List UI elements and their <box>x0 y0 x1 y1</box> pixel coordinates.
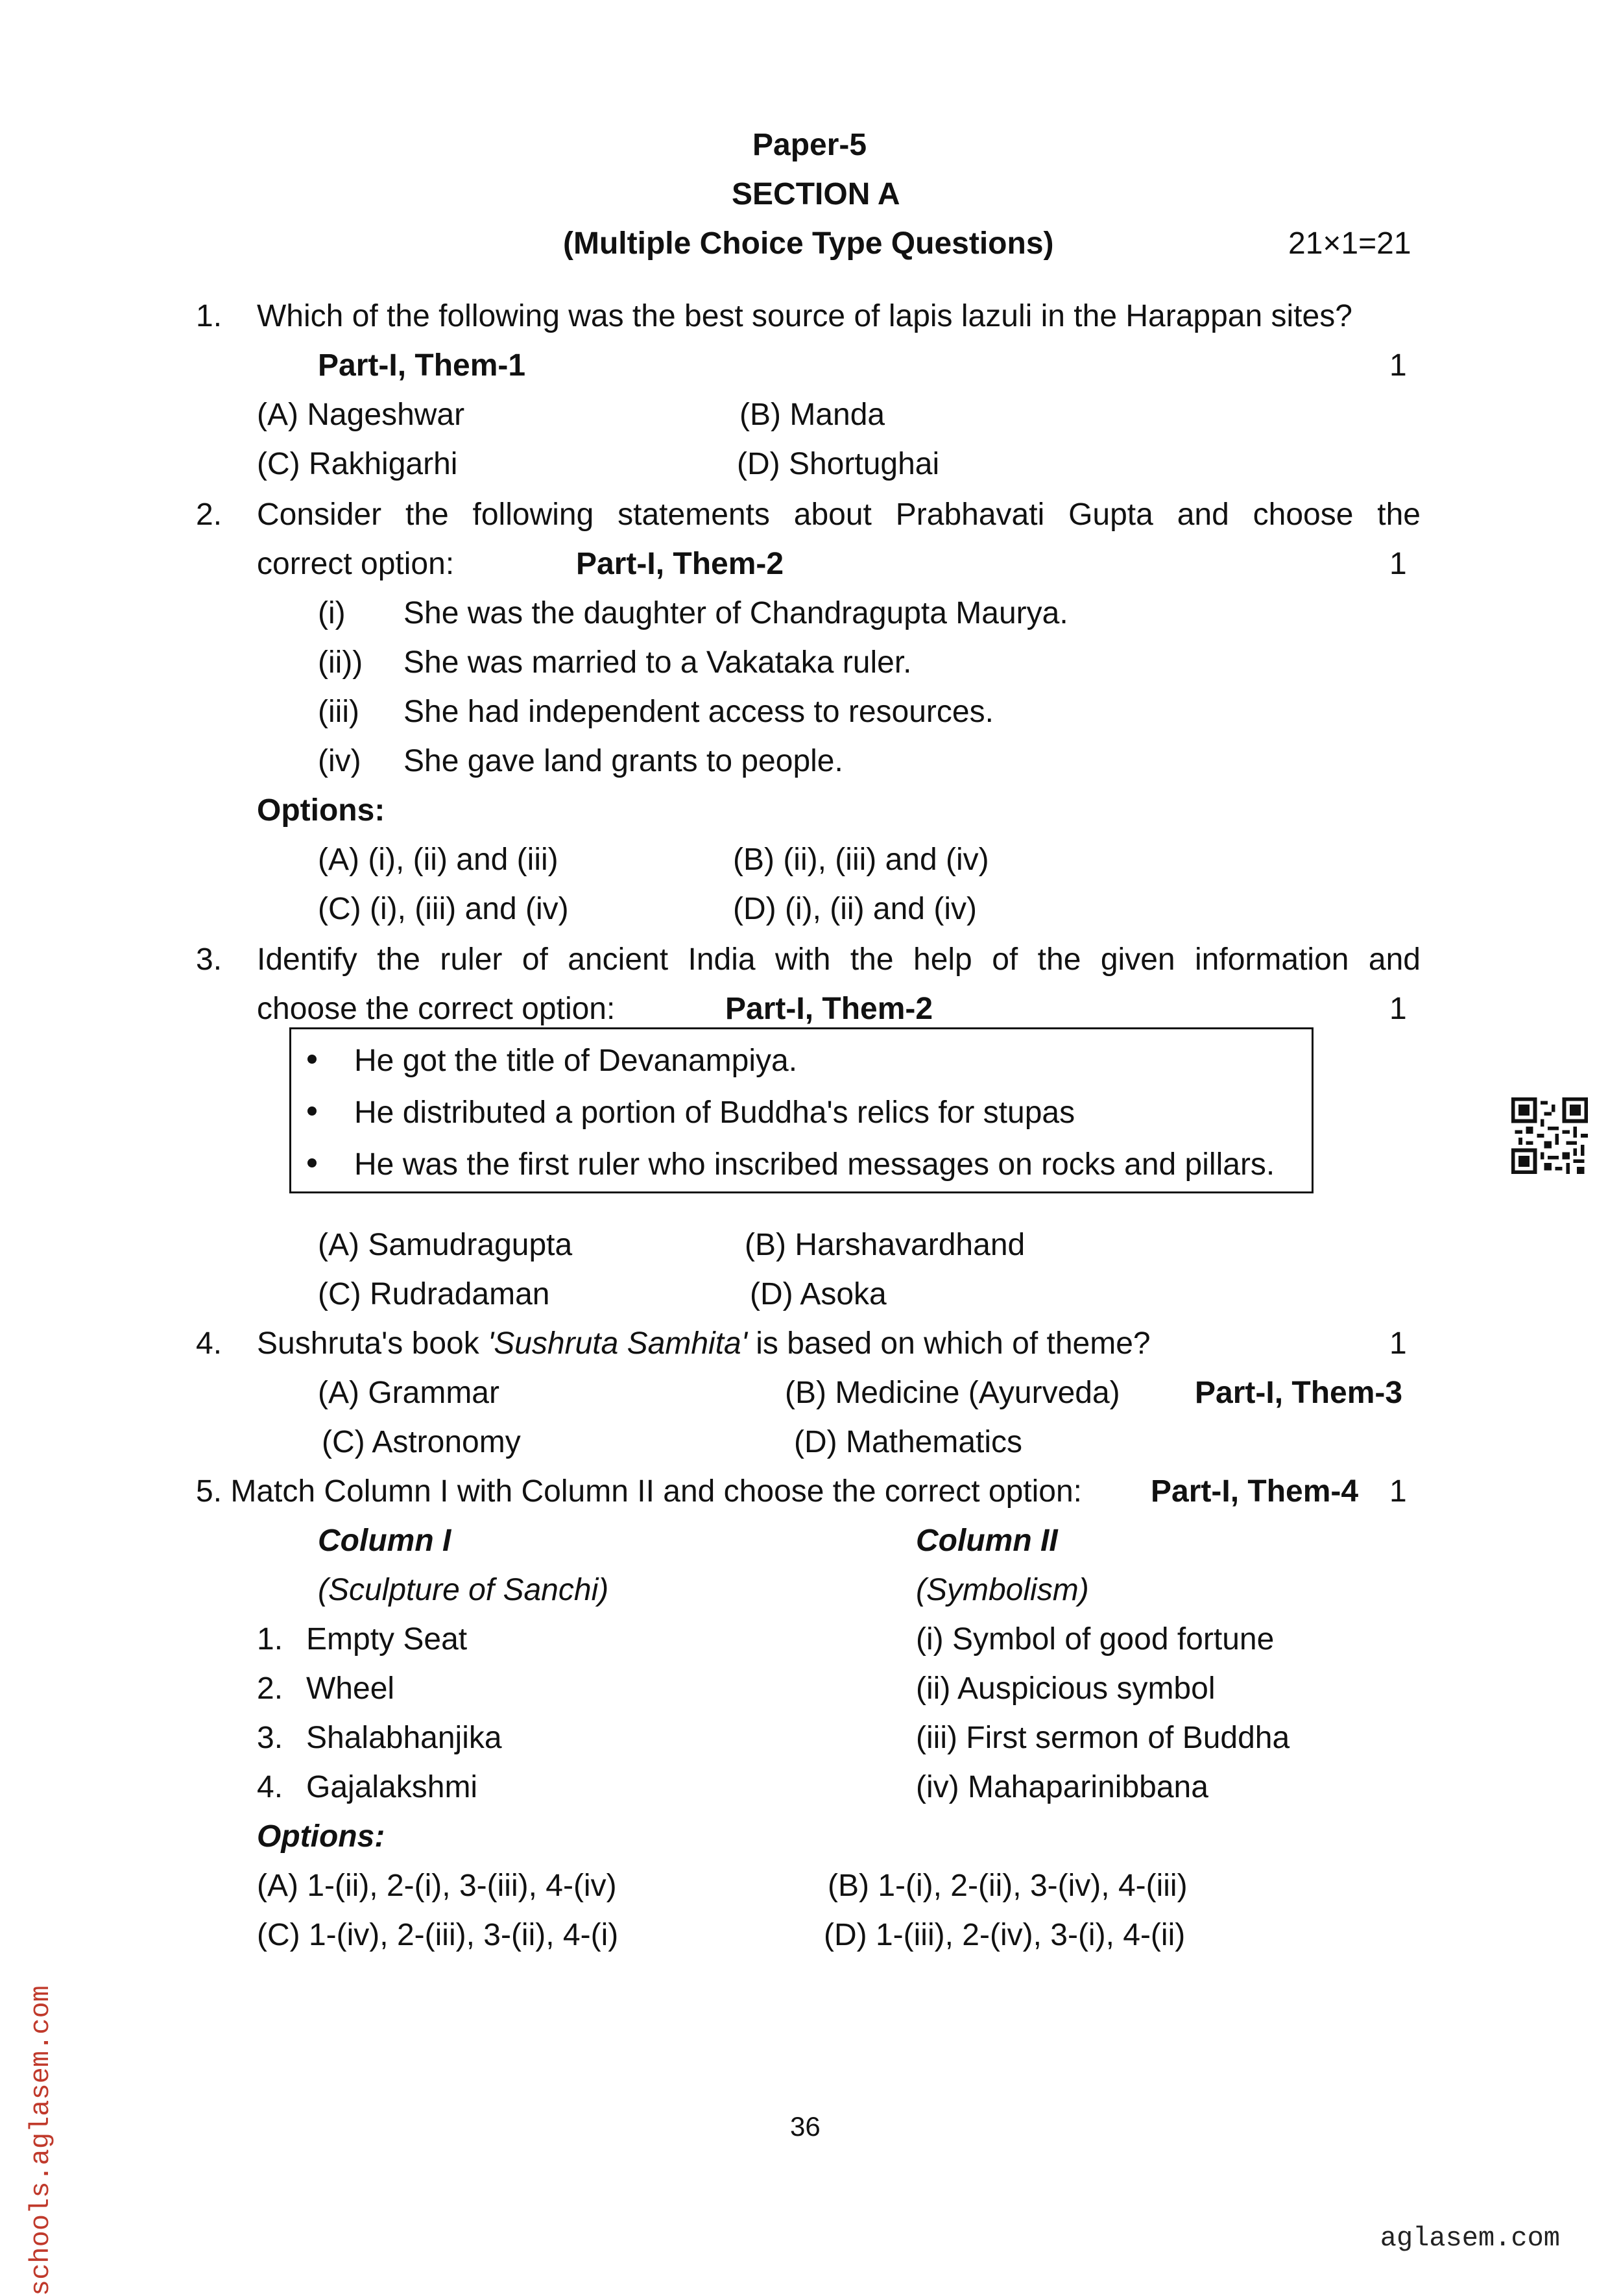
side-watermark: schools.aglasem.com <box>25 1985 56 2296</box>
q2-option-b: (B) (ii), (iii) and (iv) <box>733 843 989 877</box>
q5-col1-item: Empty Seat <box>306 1622 468 1656</box>
q5-col2-heading: Column II <box>916 1524 1058 1558</box>
q3-option-a: (A) Samudragupta <box>318 1228 573 1262</box>
q4-number: 4. <box>196 1326 222 1361</box>
q2-statement-number: (ii)) <box>318 645 363 680</box>
q4-option-d: (D) Mathematics <box>794 1425 1023 1459</box>
q1-number: 1. <box>196 299 222 333</box>
section-marks: 21×1=21 <box>1288 226 1411 261</box>
q5-col1-subheading: (Sculpture of Sanchi) <box>318 1573 609 1607</box>
q4-option-b: (B) Medicine (Ayurveda) <box>785 1376 1120 1410</box>
q5-tag: Part-I, Them-4 <box>1151 1474 1359 1509</box>
q5-col1-number: 4. <box>257 1770 283 1804</box>
paper-title: Paper-5 <box>752 128 867 162</box>
q3-option-d: (D) Asoka <box>750 1277 887 1311</box>
q5-col1-item: Gajalakshmi <box>306 1770 478 1804</box>
q3-bullet-text: He was the first ruler who inscribed messages on rocks and pillars. <box>354 1147 1275 1182</box>
q5-option-d: (D) 1-(iii), 2-(iv), 3-(i), 4-(ii) <box>824 1918 1186 1952</box>
q5-options-label: Options: <box>257 1819 385 1854</box>
q4-text <box>257 1328 1151 1359</box>
q2-mark: 1 <box>1389 547 1407 581</box>
q1-tag: Part-I, Them-1 <box>318 348 526 383</box>
q3-bullet-text: He got the title of Devanampiya. <box>354 1044 798 1078</box>
q4-book-title: 'Sushruta Samhita' <box>488 1326 747 1361</box>
q1-option-b: (B) Manda <box>739 398 885 432</box>
q2-statement-number: (i) <box>318 596 346 630</box>
q1-option-d: (D) Shortughai <box>737 447 940 481</box>
section-title: SECTION A <box>732 177 900 211</box>
q2-text-line2: correct option: <box>257 547 455 581</box>
q2-statement-text: She had independent access to resources. <box>403 695 994 729</box>
q3-text-line2: choose the correct option: <box>257 992 616 1026</box>
q5-col2-item: (i) Symbol of good fortune <box>916 1622 1275 1656</box>
q3-bullet-text: He distributed a portion of Buddha's relics for stupas <box>354 1095 1075 1130</box>
q4-tag: Part-I, Them-3 <box>1195 1376 1403 1410</box>
q5-col1-number: 1. <box>257 1622 283 1656</box>
bullet-icon <box>307 1106 317 1116</box>
q2-statement-text: She was married to a Vakataka ruler. <box>403 645 912 680</box>
q2-option-a: (A) (i), (ii) and (iii) <box>318 843 558 877</box>
q2-statement-text: She was the daughter of Chandragupta Maurya. <box>403 596 1068 630</box>
q4-mark: 1 <box>1389 1326 1407 1361</box>
q4-option-c: (C) Astronomy <box>322 1425 521 1459</box>
q2-option-c: (C) (i), (iii) and (iv) <box>318 892 569 926</box>
q1-mark: 1 <box>1389 348 1407 383</box>
page-number: 36 <box>790 2111 821 2142</box>
q2-options-label: Options: <box>257 793 385 828</box>
q5-col2-subheading: (Symbolism) <box>916 1573 1089 1607</box>
q3-text-line1: Identify the ruler of ancient India with the help of the given information and <box>257 942 1421 977</box>
q2-statement-text: She gave land grants to people. <box>403 744 843 778</box>
q5-col1-item: Shalabhanjika <box>306 1721 502 1755</box>
q4-text-pre: Sushruta's book <box>257 1326 488 1361</box>
q3-tag: Part-I, Them-2 <box>725 992 933 1026</box>
q5-option-a: (A) 1-(ii), 2-(i), 3-(iii), 4-(iv) <box>257 1869 617 1903</box>
q5-text: 5. Match Column I with Column II and choose the correct option: <box>196 1474 1083 1509</box>
q5-option-b: (B) 1-(i), 2-(ii), 3-(iv), 4-(iii) <box>828 1869 1188 1903</box>
q4-option-a: (A) Grammar <box>318 1376 499 1410</box>
q5-option-c: (C) 1-(iv), 2-(iii), 3-(ii), 4-(i) <box>257 1918 619 1952</box>
qr-code-icon <box>1511 1097 1588 1174</box>
q2-option-d: (D) (i), (ii) and (iv) <box>733 892 977 926</box>
bullet-icon <box>307 1055 317 1064</box>
q1-option-c: (C) Rakhigarhi <box>257 447 458 481</box>
q2-number: 2. <box>196 497 222 532</box>
bullet-icon <box>307 1158 317 1167</box>
q3-mark: 1 <box>1389 992 1407 1026</box>
q4-text-post: is based on which of theme? <box>747 1326 1151 1361</box>
q1-option-a: (A) Nageshwar <box>257 398 465 432</box>
q2-statement-number: (iv) <box>318 744 361 778</box>
q3-option-c: (C) Rudradaman <box>318 1277 550 1311</box>
q1-text: Which of the following was the best source of lapis lazuli in the Harappan sites? <box>257 299 1352 333</box>
q5-col2-item: (iii) First sermon of Buddha <box>916 1721 1290 1755</box>
q5-col1-number: 3. <box>257 1721 283 1755</box>
q5-mark: 1 <box>1389 1474 1407 1509</box>
q5-col1-heading: Column I <box>318 1524 451 1558</box>
q5-col2-item: (ii) Auspicious symbol <box>916 1671 1216 1706</box>
q2-statement-number: (iii) <box>318 695 359 729</box>
q5-col1-item: Wheel <box>306 1671 395 1706</box>
corner-watermark: aglasem.com <box>1380 2223 1560 2254</box>
q2-text-line1: Consider the following statements about Prabhavati Gupta and choose the <box>257 497 1421 532</box>
q3-option-b: (B) Harshavardhand <box>745 1228 1026 1262</box>
q3-number: 3. <box>196 942 222 977</box>
section-subtitle: (Multiple Choice Type Questions) <box>563 226 1054 261</box>
q5-col1-number: 2. <box>257 1671 283 1706</box>
q2-tag: Part-I, Them-2 <box>576 547 784 581</box>
q5-col2-item: (iv) Mahaparinibbana <box>916 1770 1208 1804</box>
